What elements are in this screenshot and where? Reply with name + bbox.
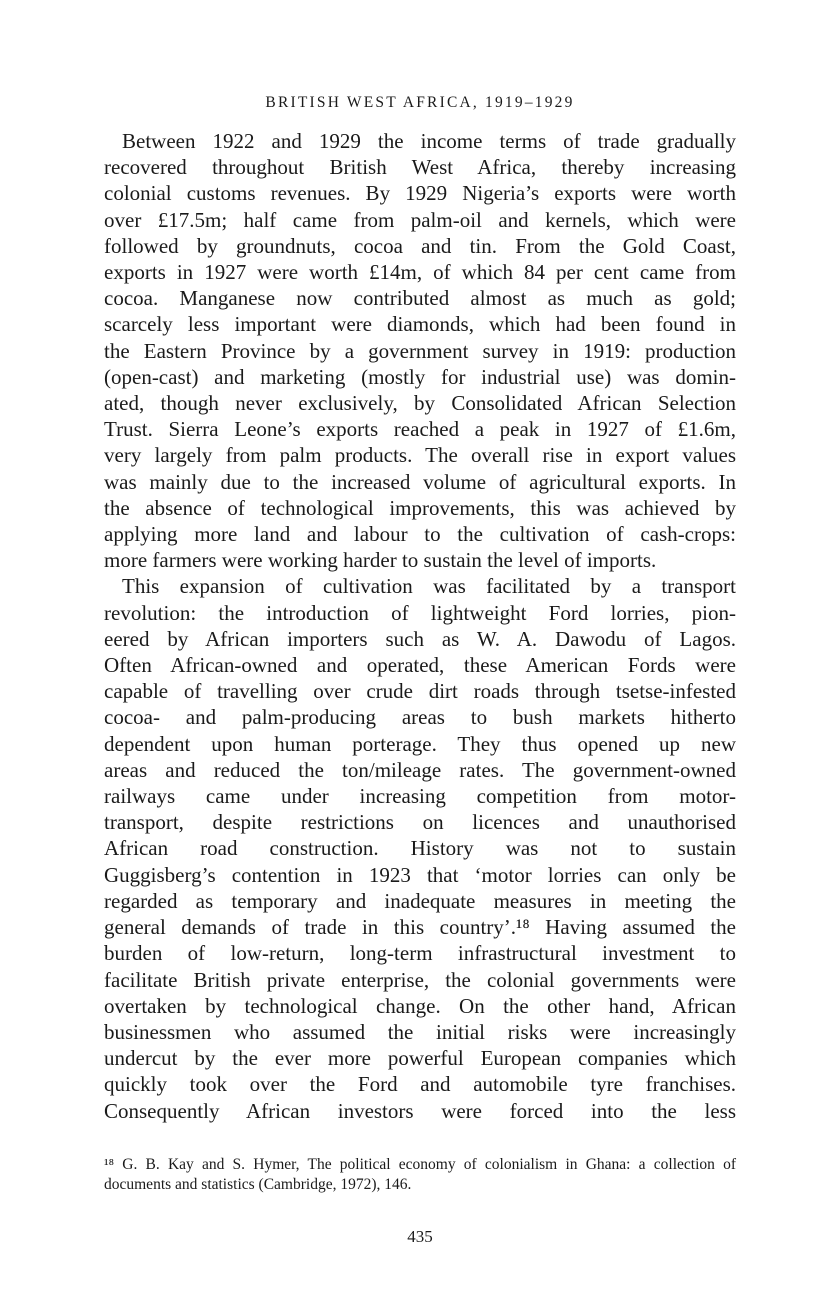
text-line: overtaken by technological change. On the other hand, African xyxy=(104,993,736,1018)
text-line: Consequently African investors were forced into the less xyxy=(104,1098,736,1123)
text-line: transport, despite restrictions on licences and unauthorised xyxy=(104,810,736,835)
text-line: general demands of trade in this country’.¹⁸ Having assumed the xyxy=(104,915,736,940)
text-line: African road construction. History was not to sustain xyxy=(104,836,736,861)
text-line: ated, though never exclusively, by Consolidated African Selection xyxy=(104,391,736,416)
text-line: burden of low-return, long-term infrastructural investment to xyxy=(104,941,736,966)
text-line: was mainly due to the increased volume of agricultural exports. In xyxy=(104,469,736,494)
text-line: applying more land and labour to the cultivation of cash-crops: xyxy=(104,522,736,547)
text-line: the absence of technological improvements, this was achieved by xyxy=(104,495,736,520)
text-line: revolution: the introduction of lightweight Ford lorries, pion- xyxy=(104,600,736,625)
body-text xyxy=(104,128,736,1124)
text-line: regarded as temporary and inadequate measures in meeting the xyxy=(104,888,736,913)
text-line: capable of travelling over crude dirt roads through tsetse-infested xyxy=(104,679,736,704)
text-line: areas and reduced the ton/mileage rates. The government-owned xyxy=(104,757,736,782)
running-head: BRITISH WEST AFRICA, 1919–1929 xyxy=(265,94,575,111)
paragraph-1 xyxy=(104,128,736,573)
paragraph-2 xyxy=(104,573,736,1123)
text-line: Guggisberg’s contention in 1923 that ‘motor lorries can only be xyxy=(104,862,736,887)
text-line: cocoa. Manganese now contributed almost as much as gold; xyxy=(104,286,736,311)
text-line: undercut by the ever more powerful European companies which xyxy=(104,1046,736,1071)
text-line: the Eastern Province by a government survey in 1919: production xyxy=(104,338,736,363)
text-line: Between 1922 and 1929 the income terms of trade gradually xyxy=(122,129,736,153)
text-line: cocoa- and palm-producing areas to bush markets hitherto xyxy=(104,705,736,730)
text-line: railways came under increasing competition from motor- xyxy=(104,784,736,809)
text-line: followed by groundnuts, cocoa and tin. From the Gold Coast, xyxy=(104,233,736,258)
text-line: scarcely less important were diamonds, which had been found in xyxy=(104,312,736,337)
text-line: businessmen who assumed the initial risks were increasingly xyxy=(104,1019,736,1044)
text-line: very largely from palm products. The overall rise in export values xyxy=(104,443,736,468)
text-line: quickly took over the Ford and automobile tyre franchises. xyxy=(104,1072,736,1097)
text-line: Often African-owned and operated, these American Fords were xyxy=(104,653,736,678)
text-line: colonial customs revenues. By 1929 Nigeria’s exports were worth xyxy=(104,181,736,206)
text-line: (open-cast) and marketing (mostly for industrial use) was domin- xyxy=(104,364,736,389)
text-line: exports in 1927 were worth £14m, of which 84 per cent came from xyxy=(104,260,736,285)
text-line: over £17.5m; half came from palm-oil and kernels, which were xyxy=(104,207,736,232)
text-line: eered by African importers such as W. A. Dawodu of Lagos. xyxy=(104,626,736,651)
footnote-line: ¹⁸ G. B. Kay and S. Hymer, The political economy of colonialism in Ghana: a collection of xyxy=(104,1156,736,1173)
text-line: Trust. Sierra Leone’s exports reached a peak in 1927 of £1.6m, xyxy=(104,417,736,442)
text-line: dependent upon human porterage. They thus opened up new xyxy=(104,731,736,756)
footnote-line: documents and statistics (Cambridge, 1972), 146. xyxy=(104,1176,412,1193)
page-number: 435 xyxy=(407,1227,433,1246)
text-line: more farmers were working harder to sustain the level of imports. xyxy=(104,548,657,573)
text-line: This expansion of cultivation was facilitated by a transport xyxy=(122,574,736,599)
footnote xyxy=(104,1155,736,1195)
text-line: facilitate British private enterprise, the colonial governments were xyxy=(104,967,736,992)
text-line: recovered throughout British West Africa, thereby increasing xyxy=(104,155,736,180)
